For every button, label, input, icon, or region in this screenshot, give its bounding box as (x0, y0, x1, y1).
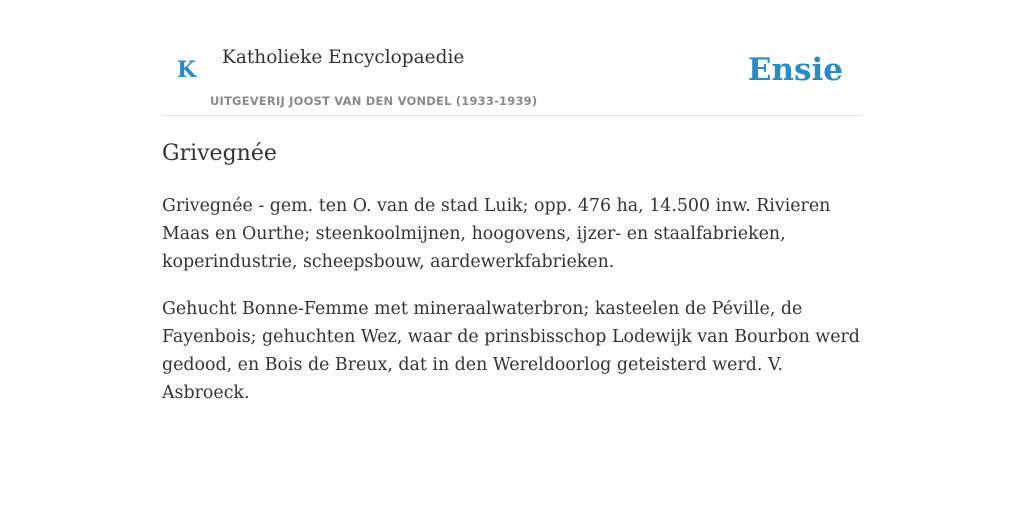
publisher-subtitle: UITGEVERIJ JOOST VAN DEN VONDEL (1933-1939) (210, 94, 538, 108)
ensie-brand-logo[interactable]: Ensie (747, 52, 843, 88)
article-paragraph: Gehucht Bonne-Femme met mineraalwaterbron; kasteelen de Péville, de Fayenbois; gehuchten Wez, waar de prinsbisschop Lodewijk van Bourbon werd gedood, en Bois de Breux, dat in den Wereldoorlog geteisterd werd. V. Asbroeck. (162, 299, 860, 403)
article-body (162, 192, 862, 426)
site-title-link[interactable]: Katholieke Encyclopaedie (222, 47, 465, 68)
page-container (162, 0, 862, 403)
article-title: Grivegnée (162, 141, 277, 166)
encyclopedia-logo-icon[interactable]: K (177, 57, 197, 83)
site-header (162, 0, 862, 116)
article-paragraph: Grivegnée - gem. ten O. van de stad Luik; opp. 476 ha, 14.500 inw. Rivieren Maas en Ourthe; steenkoolmijnen, hoogovens, ijzer- en staalfabrieken, koperindustrie, scheepsbouw, aardewerkfabrieken. (162, 196, 831, 272)
